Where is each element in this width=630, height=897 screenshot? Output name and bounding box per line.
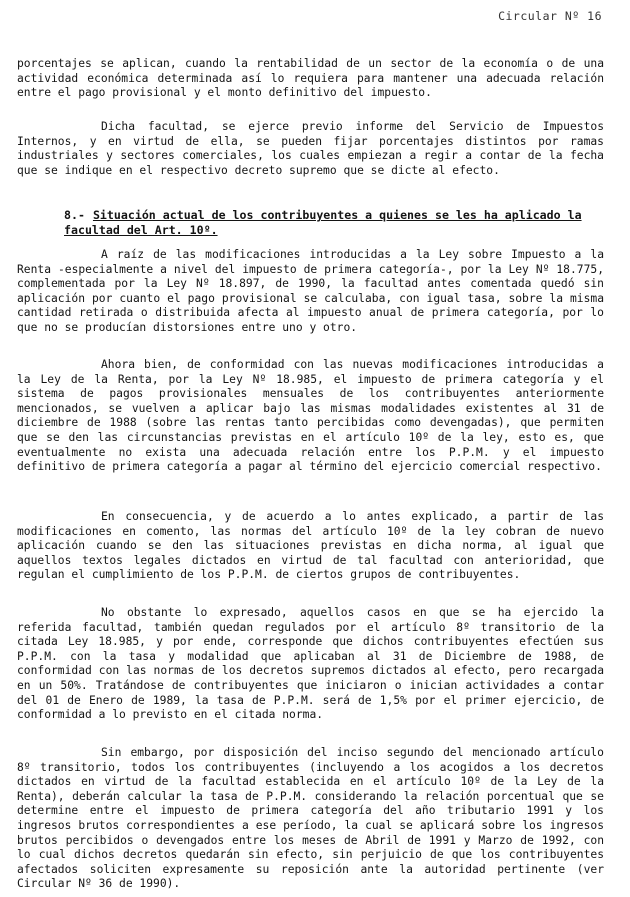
- paragraph-5-text: En consecuencia, y de acuerdo a lo antes explicado, a partir de las modificaciones en comento, las normas del artículo 10º de la ley cobran de nuevo aplicación cuando se den las situaciones previstas en dicha norma, al igual que aquellos textos legales dictados en virtud de tal facultad con anterioridad, que regulan el cumplimiento de los P.P.M. de ciertos grupos de contribuyentes.: [17, 510, 604, 582]
- paragraph-6-text: No obstante lo expresado, aquellos casos en que se ha ejercido la referida facultad, también quedan regulados por el artículo 8º transitorio de la citada Ley 18.985, y por ende, corresponde que dichos contribuyentes efectúen sus P.P.M. con la tasa y modalidad que aplicaban al 31 de Diciembre de 1988, de conformidad con las normas de los decretos supremos dictados al efecto, pero recargada en un 50%. Tratándose de contribuyentes que iniciaron o inician actividades a contar del 01 de Enero de 1989, la tasa de P.P.M. será de 1,5% por el primer ejercicio, de conformidad a lo previsto en el citada norma.: [17, 606, 604, 722]
- paragraph-2: [17, 120, 604, 178]
- paragraph-6: [17, 606, 604, 723]
- section-heading: [64, 208, 604, 237]
- paragraph-5: [17, 510, 604, 583]
- paragraph-4-text: Ahora bien, de conformidad con las nuevas modificaciones introducidas a la Ley de la Renta, por la Ley Nº 18.985, el impuesto de primera categoría y el sistema de pagos provisionales mensuales de los contribuyentes anteriormente mencionados, se vuelven a aplicar bajo las mismas modalidades existentes al 31 de diciembre de 1988 (sobre las rentas tanto percibidas como devengadas), que permiten que se den las circunstancias previstas en el artículo 10º de la ley, esto es, que eventualmente no exista una adecuada relación entre los P.P.M. y el impuesto definitivo de primera categoría a pagar al término del ejercicio comercial respectivo.: [17, 358, 604, 474]
- paragraph-1-text: porcentajes se aplican, cuando la rentabilidad de un sector de la economía o de una actividad económica determinada así lo requiera para mantener una adecuada relación entre el pago provisional y el monto definitivo del impuesto.: [17, 57, 604, 100]
- section-title: Situación actual de los contribuyentes a quienes se les ha aplicado la facultad del Art. 10º.: [64, 208, 582, 237]
- paragraph-7-text: Sin embargo, por disposición del inciso segundo del mencionado artículo 8º transitorio, todos los contribuyentes (incluyendo a los acogidos a los decretos dictados en virtud de la facultad establecida en el artículo 10º de la Ley de la Renta), deberán calcular la tasa de P.P.M. considerando la relación porcentual que se determine entre el impuesto de primera categoría del año tributario 1991 y los ingresos brutos correspondientes a ese período, la cual se aplicará sobre los ingresos brutos percibidos o devengados entre los meses de Abril de 1991 y Marzo de 1992, con lo cual dichos decretos quedarán sin efecto, sin perjuicio de que los contribuyentes afectados soliciten expresamente su reposición ante la autoridad pertinente (ver Circular Nº 36 de 1990).: [17, 746, 604, 891]
- section-number: 8.-: [64, 208, 85, 222]
- paragraph-3: [17, 248, 604, 336]
- paragraph-1: [17, 57, 604, 101]
- paragraph-2-text: Dicha facultad, se ejerce previo informe del Servicio de Impuestos Internos, y en virtud de ella, se pueden fijar porcentajes distintos por ramas industriales y sectores comerciales, los cuales empiezan a regir a contar de la fecha que se indique en el respectivo decreto supremo que se dicte al efecto.: [17, 120, 604, 177]
- paragraph-3-text: A raíz de las modificaciones introducidas a la Ley sobre Impuesto a la Renta -especialmente a nivel del impuesto de primera categoría-, por la Ley Nº 18.775, complementada por la Ley Nº 18.897, de 1990, la facultad antes comentada quedó sin aplicación por cuanto el pago provisional se calculaba, con igual tasa, sobre la misma cantidad retirada o distribuida afecta al impuesto anual de primera categoría, por lo que no se producían distorsiones entre uno y otro.: [17, 248, 604, 334]
- page-header: Circular Nº 16: [498, 9, 602, 23]
- paragraph-7: [17, 746, 604, 892]
- paragraph-4: [17, 358, 604, 475]
